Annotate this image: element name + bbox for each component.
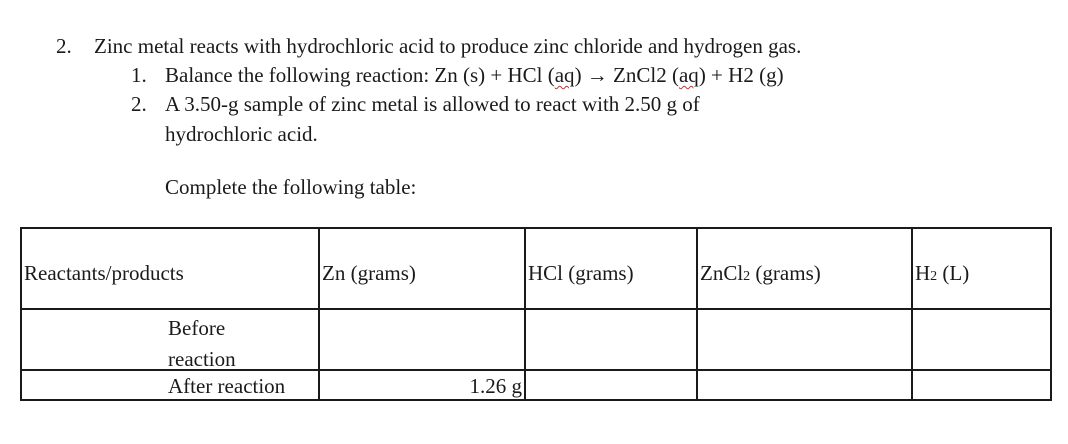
header-cell-reactants: Reactants/products xyxy=(21,228,319,309)
header-cell-hcl: HCl (grams) xyxy=(525,228,697,309)
cell-after-zn[interactable]: 1.26 g xyxy=(319,370,525,400)
cell-after-zncl2[interactable] xyxy=(697,370,912,400)
cell-before-zn[interactable] xyxy=(319,309,525,370)
question-2-text xyxy=(56,34,802,58)
question-statement: Zinc metal reacts with hydrochloric acid to produce zinc chloride and hydrogen gas. xyxy=(94,34,802,58)
header-cell-h2: H2 (L) xyxy=(912,228,1051,309)
cell-before-hcl[interactable] xyxy=(525,309,697,370)
cell-before-zncl2[interactable] xyxy=(697,309,912,370)
table-row-before xyxy=(21,309,1051,370)
subpart-1-number: 1. xyxy=(131,63,147,87)
spell-flag-aq: aq xyxy=(678,63,699,87)
row-label-before: Before reaction xyxy=(21,309,319,370)
subpart-2 xyxy=(131,92,700,116)
table-row-after xyxy=(21,370,1051,400)
subpart-1-equation: Balance the following reaction: Zn (s) + HCl (aq) → ZnCl2 (aq) + H2 (g) xyxy=(165,63,784,87)
reaction-table xyxy=(20,227,1052,401)
cell-after-h2[interactable] xyxy=(912,370,1051,400)
subpart-1 xyxy=(131,63,784,87)
cell-before-h2[interactable] xyxy=(912,309,1051,370)
table-header-row xyxy=(21,228,1051,309)
header-cell-zn: Zn (grams) xyxy=(319,228,525,309)
subpart-2-number: 2. xyxy=(131,92,147,116)
question-number: 2. xyxy=(56,34,72,58)
table-instruction: Complete the following table: xyxy=(165,175,417,199)
subpart-2-line-2: hydrochloric acid. xyxy=(165,122,318,146)
subpart-2-line-1: A 3.50-g sample of zinc metal is allowed to react with 2.50 g of xyxy=(165,92,700,116)
cell-after-hcl[interactable] xyxy=(525,370,697,400)
header-cell-zncl2: ZnCl2 (grams) xyxy=(697,228,912,309)
row-label-after: After reaction xyxy=(21,370,319,400)
spell-flag-aq: aq xyxy=(554,63,575,87)
